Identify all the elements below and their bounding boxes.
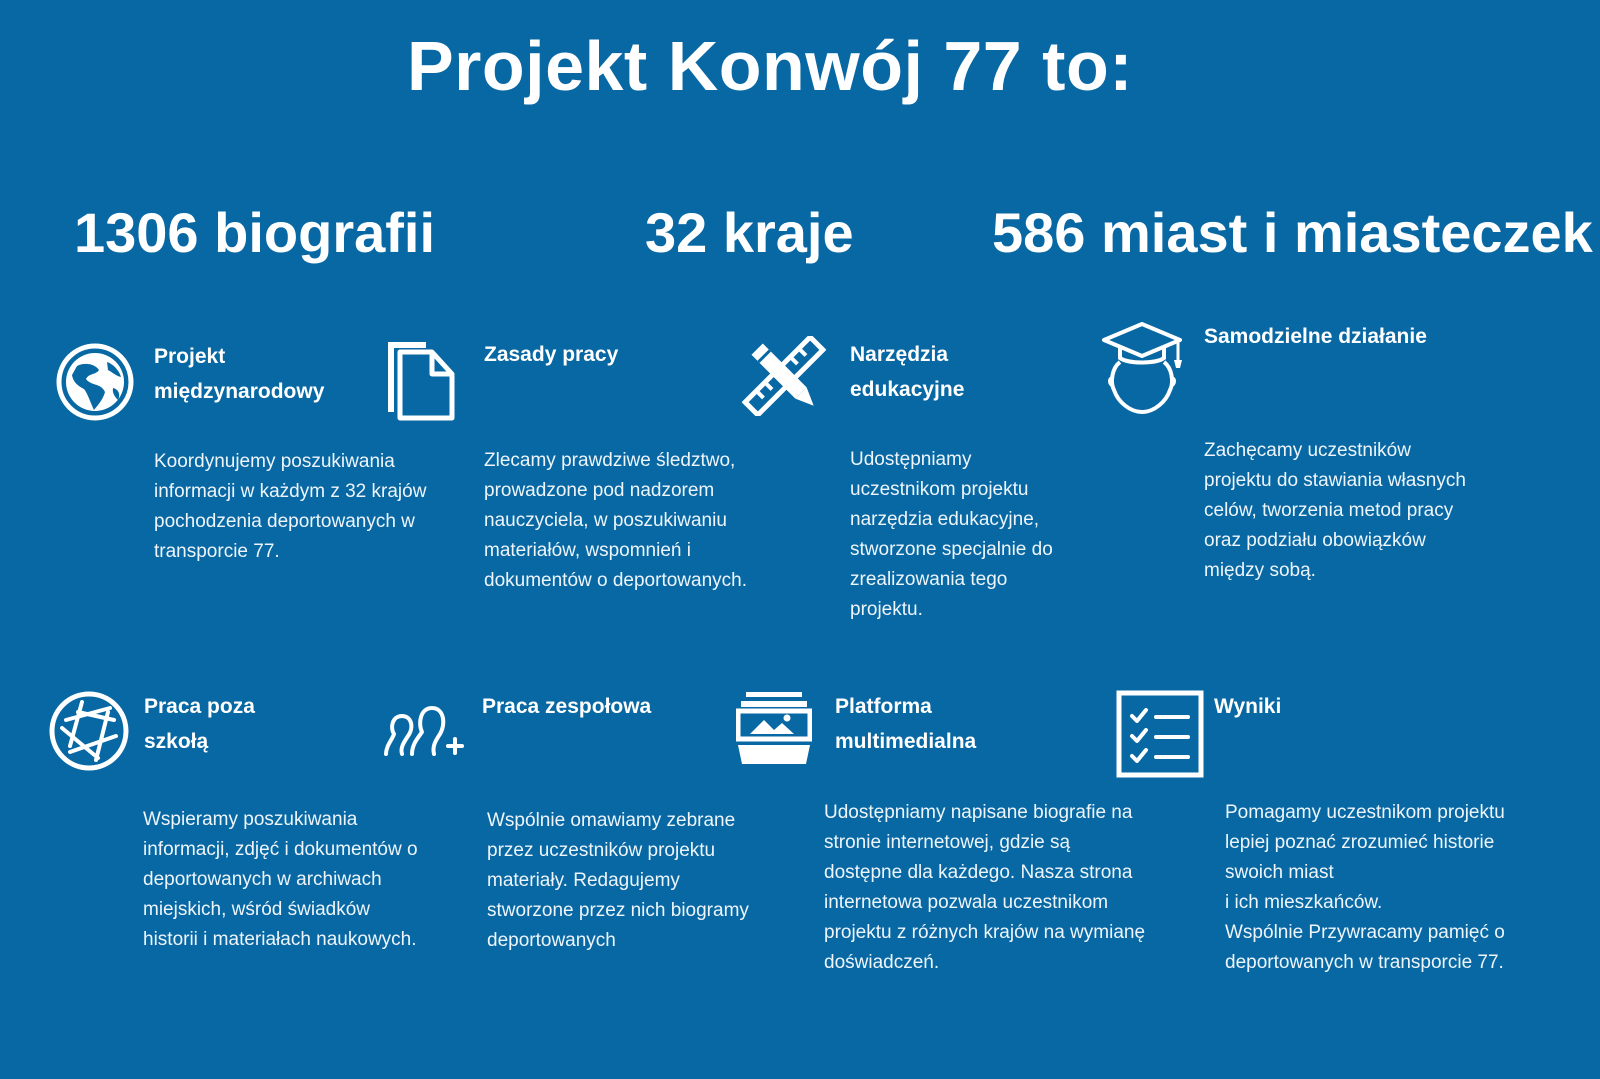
feature-desc-multimedia: Udostępniamy napisane biografie na stronie internetowej, gdzie są dostępne dla każdego. Nasza strona internetowa pozwala uczestnikom projektu z różnych krajów na wymianę doświadczeń.: [824, 802, 1146, 973]
feature-desc-tools: Udostępniamy uczestnikom projektu narzędzia edukacyjne, stworzone specjalnie do zrealizowania tego projektu.: [850, 449, 1053, 620]
feature-desc-independent: Zachęcamy uczestników projektu do stawiania własnych celów, tworzenia metod pracy oraz podziału obowiązków między sobą.: [1204, 440, 1466, 581]
feature-desc-outside-school: Wspieramy poszukiwania informacji, zdjęć i dokumentów o deportowanych w archiwach miejskich, wśród świadków historii i materiałach naukowych.: [143, 809, 418, 950]
feature-title-independent: Samodzielne działanie: [1204, 325, 1427, 348]
feature-title-international: Projekt międzynarodowy: [154, 345, 325, 403]
feature-title-rules: Zasady pracy: [484, 343, 619, 366]
feature-title-tools: Narzędzia edukacyjne: [850, 343, 965, 401]
documents-icon: [384, 336, 456, 422]
feature-title-results: Wyniki: [1214, 695, 1282, 718]
feature-title-teamwork: Praca zespołowa: [482, 695, 652, 718]
checklist-icon: [1116, 690, 1204, 778]
feature-desc-results: Pomagamy uczestnikom projektu lepiej poznać zrozumieć historie swoich miast i ich mieszkańców. Wspólnie Przywracamy pamięć o deportowanych w transporcie 77.: [1225, 802, 1505, 973]
stat-towns: 586 miast i miasteczek: [992, 201, 1593, 264]
feature-title-outside-school: Praca poza szkołą: [144, 695, 255, 753]
graduate-icon: [1100, 320, 1186, 416]
team-add-icon: [382, 702, 464, 760]
ruler-pencil-icon: [742, 336, 826, 416]
feature-desc-rules: Zlecamy prawdziwe śledztwo, prowadzone pod nadzorem nauczyciela, w poszukiwaniu materiałów, wspomnień i dokumentów o deportowanych.: [484, 450, 747, 591]
page-title: Projekt Konwój 77 to:: [406, 27, 1134, 105]
stat-countries: 32 kraje: [645, 201, 854, 264]
media-stack-icon: [736, 690, 812, 766]
globe-icon: [55, 342, 135, 422]
stat-biographies: 1306 biografii: [74, 201, 436, 264]
feature-title-multimedia: Platforma multimedialna: [835, 695, 977, 753]
feature-desc-international: Koordynujemy poszukiwania informacji w każdym z 32 krajów pochodzenia deportowanych w transporcie 77.: [154, 451, 427, 562]
feature-desc-teamwork: Wspólnie omawiamy zebrane przez uczestników projektu materiały. Redagujemy stworzone przez nich biogramy deportowanych: [487, 810, 749, 951]
aperture-icon: [48, 690, 130, 772]
